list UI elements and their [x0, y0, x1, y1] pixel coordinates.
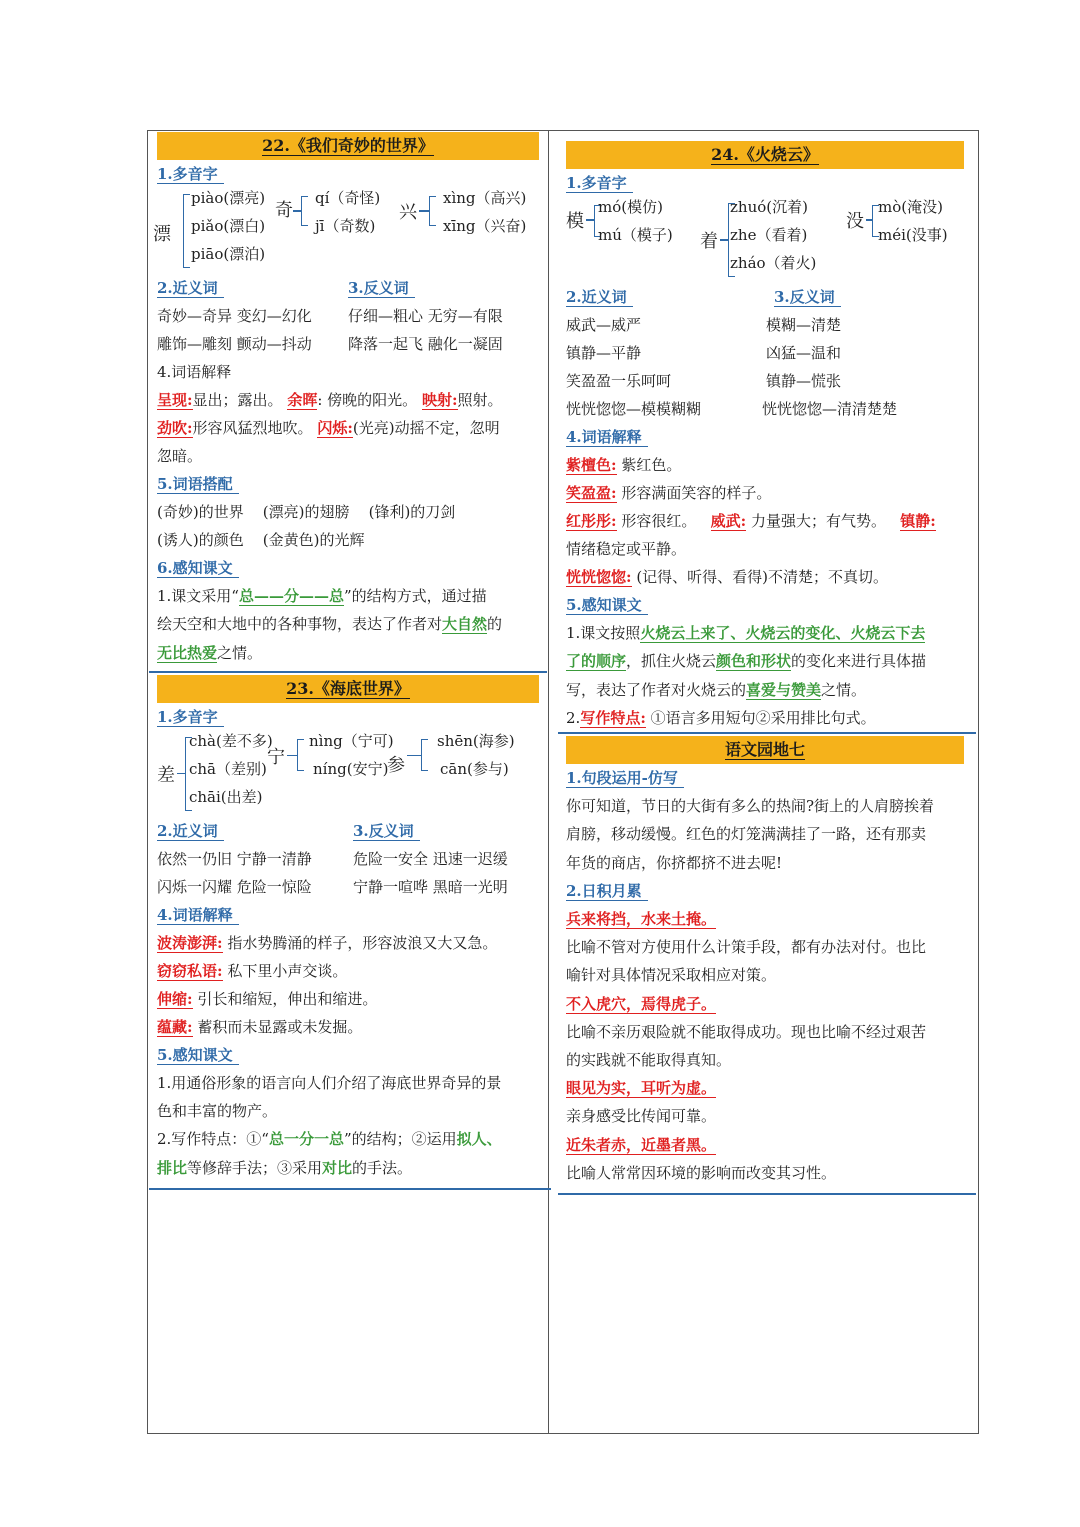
term: 窃窃私语: [157, 961, 223, 980]
section-rule [558, 1193, 976, 1195]
l23-syn-ant [157, 817, 539, 901]
antonym-line: 恍恍惚惚—清清楚楚 [762, 400, 898, 418]
term: 呈现: [157, 391, 193, 409]
l22-syn-ant [157, 274, 539, 358]
r24-syn-ant [566, 283, 964, 423]
char-piao: 漂 [153, 224, 171, 245]
l23-section-polyphone: 1.多音字 [157, 703, 539, 731]
pinyin-item: zhe（看着) [730, 226, 808, 244]
definition: 私下里小声交谈。 [222, 961, 348, 980]
garden-7-title: 语文园地七 [566, 736, 964, 764]
char-ning: 宁 [267, 746, 285, 768]
r24-text-summary: 1.课文按照火烧云上来了、火烧云的变化、火烧云下去 了的顺序，抓住火烧云颜色和形状的变化来进行具体描 写，表达了作者对火烧云的喜爱与赞美之情。 2.写作特点: ①语言多用短句②采用排比句式。 [566, 624, 927, 727]
definition: 显出；露出。 [192, 391, 283, 409]
collocation: (奇妙)的世界 [157, 503, 244, 521]
collocation: (诱人)的颜色 [157, 531, 244, 549]
idiom-explanation: 亲身感受比传闻可靠。 [566, 1107, 717, 1126]
collocation-line [157, 526, 539, 554]
synonym-line: 奇妙—奇异 变幻—幻化 [157, 307, 312, 325]
definition-line [157, 1013, 539, 1041]
brace [183, 194, 190, 268]
definition: (记得、听得、看得)不清楚；不真切。 [631, 568, 889, 586]
l22-section-collocation: 5.词语搭配 [157, 470, 539, 498]
synonym-line: 笑盈盈一乐呵呵 [566, 372, 672, 390]
left-column [153, 132, 539, 1190]
term: 波涛澎湃: [157, 933, 223, 952]
definition: : 傍晚的阳光。 [317, 391, 418, 409]
idiom-title: 不入虎穴，焉得虎子。 [566, 994, 717, 1013]
idiom-title: 眼见为实，耳听为虚。 [566, 1079, 717, 1098]
pinyin-item: méi(没事) [878, 226, 948, 244]
antonym-line: 仔细—粗心 无穷—有限 [348, 307, 503, 325]
antonym-line: 宁静一喧哗 黑暗一光明 [353, 877, 508, 896]
r24-section-antonyms: 3.反义词 [762, 283, 964, 311]
definition-line [566, 479, 964, 507]
synonym-line: 雕饰—雕刻 颤动—抖动 [157, 335, 312, 353]
pinyin-item: chā（差别) [189, 759, 267, 778]
l23-polyphone-block [157, 731, 539, 817]
definition: 力量强大；有气势。 [746, 512, 886, 530]
collocation: (漂亮)的翅膀 [262, 503, 350, 521]
definition: 照射。 [457, 391, 503, 409]
term: 蕴藏: [157, 1017, 193, 1036]
collocation-line [157, 498, 539, 526]
section-rule [149, 1188, 551, 1190]
pinyin-item: piāo(漂泊) [191, 245, 266, 263]
brace [293, 210, 301, 212]
definition-line [157, 957, 539, 985]
l22-section-antonyms: 3.反义词 [348, 274, 539, 302]
synonym-line: 威武—威严 [566, 316, 642, 334]
definition: 蓄积而未显露或未发掘。 [192, 1017, 363, 1036]
pinyin-item: mó(模仿) [598, 198, 663, 216]
collocation: (金黄色)的光辉 [262, 531, 365, 549]
definition: 指水势腾涌的样子，形容波浪又大又急。 [222, 933, 498, 952]
synonym-line: 依然一仍旧 宁静一清静 [157, 849, 312, 868]
l22-section-synonyms: 2.近义词 [157, 274, 348, 302]
l23-section-definitions: 4.词语解释 [157, 901, 539, 929]
lesson-24-title: 24.《火烧云》 [566, 141, 964, 169]
antonym-line: 凶猛—温和 [766, 344, 842, 362]
definition-line [157, 414, 539, 442]
synonym-line: 恍恍惚惚—模模糊糊 [566, 400, 702, 418]
term: 红彤彤: [566, 512, 617, 530]
term: 映射: [421, 391, 458, 409]
definition: (光亮)动摇不定，忽明 [352, 419, 500, 437]
pinyin-item: mú（模子) [598, 226, 673, 244]
char-xing: 兴 [399, 202, 417, 223]
l23-section-text: 5.感知课文 [157, 1041, 539, 1069]
pinyin-item: qí（奇怪) [315, 189, 381, 207]
definition-line [566, 507, 964, 535]
brace [177, 773, 185, 775]
idiom-explanation: 比喻人常常因环境的影响而改变其习性。 [566, 1163, 837, 1182]
pinyin-item: piào(漂亮) [191, 189, 266, 207]
term: 余晖 [287, 391, 318, 409]
term: 闪烁: [317, 419, 353, 437]
antonym-line: 镇静—慌张 [766, 372, 842, 390]
definition: 形容很红。 [616, 512, 697, 530]
term: 恍恍惚惚: [566, 568, 632, 586]
char-mo: 模 [566, 211, 584, 232]
r24-section-text: 5.感知课文 [566, 591, 964, 619]
idiom-explanation: 比喻不管对方使用什么计策手段，都有办法对付。也比 喻针对具体情况采取相应对策。 [566, 938, 927, 985]
l22-section-polyphone: 1.多音字 [157, 160, 539, 188]
definition-line [157, 386, 539, 414]
synonym-line: 镇静—平静 [566, 344, 642, 362]
antonym-line: 降落一起飞 融化一凝固 [348, 335, 503, 353]
pinyin-item: mò(淹没) [878, 198, 943, 216]
definition: 紫红色。 [616, 456, 682, 474]
brace [720, 239, 728, 241]
garden-imitation-text: 你可知道，节日的大街有多么的热闹?街上的人肩膀挨着 肩膀，移动缓慢。红色的灯笼满满挂了一路，还有那卖 年货的商店，你挤都挤不进去呢! [566, 797, 935, 872]
lesson-22-title: 22.《我们奇妙的世界》 [157, 132, 539, 160]
l23-text-summary: 1.用通俗形象的语言向人们介绍了海底世界奇异的景 色和丰富的物产。 2.写作特点：①“总一分一总”的结构；②运用拟人、 排比等修辞手法；③采用对比的手法。 [157, 1073, 502, 1177]
term: 伸缩: [157, 989, 193, 1008]
char-cha: 差 [157, 764, 175, 786]
collocation: (锋利)的刀剑 [368, 503, 456, 521]
definition-line [157, 985, 539, 1013]
definition: 形容满面笑容的样子。 [616, 484, 772, 502]
pinyin-item: chà(差不多) [189, 731, 273, 750]
section-rule [558, 732, 976, 734]
l23-section-synonyms: 2.近义词 [157, 817, 353, 845]
term: 笑盈盈: [566, 484, 617, 502]
definition-line: 忽暗。 [157, 447, 203, 465]
right-column [566, 141, 964, 1195]
l22-polyphone-block [153, 188, 539, 274]
brace [429, 196, 436, 226]
l23-section-antonyms: 3.反义词 [353, 817, 539, 845]
pinyin-item: shēn(海参) [437, 731, 515, 750]
term: 威武: [710, 512, 747, 530]
brace [297, 739, 304, 771]
garden-section-accumulation: 2.日积月累 [566, 877, 964, 905]
definition: 引长和缩短，伸出和缩进。 [192, 989, 378, 1008]
brace [407, 755, 421, 757]
char-mei: 没 [846, 211, 864, 232]
idiom-title: 兵来将挡，水来土掩。 [566, 910, 717, 929]
term: 紫檀色: [566, 456, 617, 474]
pinyin-item: nìng（宁可) [309, 731, 394, 750]
definition-line [157, 929, 539, 957]
pinyin-item: cān(参与) [440, 759, 509, 778]
synonym-line: 闪烁一闪耀 危险一惊险 [157, 877, 312, 896]
lesson-23-title: 23.《海底世界》 [157, 675, 539, 703]
char-shen: 参 [387, 754, 405, 776]
r24-section-synonyms: 2.近义词 [566, 283, 762, 311]
l22-section-text: 6.感知课文 [157, 554, 539, 582]
idiom-explanation: 比喻不亲历艰险就不能取得成功。现也比喻不经过艰苦 的实践就不能取得真知。 [566, 1022, 927, 1069]
r24-polyphone-block [566, 197, 964, 283]
definition-line: 情绪稳定或平静。 [566, 540, 687, 558]
definition-line [566, 563, 964, 591]
brace [419, 210, 429, 212]
brace [287, 755, 297, 757]
section-rule [149, 671, 547, 673]
idiom-title: 近朱者赤，近墨者黑。 [566, 1135, 717, 1154]
r24-section-definitions: 4.词语解释 [566, 423, 964, 451]
term: 劲吹: [157, 419, 193, 437]
pinyin-item: zhuó(沉着) [730, 198, 808, 216]
pinyin-item: jī（奇数) [315, 217, 376, 235]
pinyin-item: xìng（高兴) [443, 189, 527, 207]
definition: 形容风猛烈地吹。 [192, 419, 313, 437]
pinyin-item: níng(安宁) [313, 759, 389, 778]
antonym-line: 模糊—清楚 [766, 316, 842, 334]
term: 镇静: [900, 512, 936, 530]
l22-text-summary: 1.课文采用“总——分——总”的结构方式，通过描 绘天空和大地中的各种事物，表达了作者对大自然的 无比热爱之情。 [157, 587, 503, 662]
pinyin-item: zháo（着火) [730, 254, 817, 272]
brace [301, 196, 308, 226]
pinyin-item: xīng（兴奋) [443, 217, 527, 235]
l22-section-definitions: 4.词语解释 [157, 363, 232, 381]
r24-section-polyphone: 1.多音字 [566, 169, 964, 197]
char-zhuo: 着 [700, 231, 718, 252]
pinyin-item: chāi(出差) [189, 787, 263, 806]
pinyin-item: piǎo(漂白) [191, 217, 266, 235]
brace [421, 739, 428, 771]
brace [586, 219, 594, 221]
column-divider [548, 130, 549, 1434]
antonym-line: 危险一安全 迅速一迟缓 [353, 849, 508, 868]
garden-section-imitation: 1.句段运用-仿写 [566, 764, 964, 792]
definition-line [566, 451, 964, 479]
char-qi: 奇 [275, 200, 293, 221]
